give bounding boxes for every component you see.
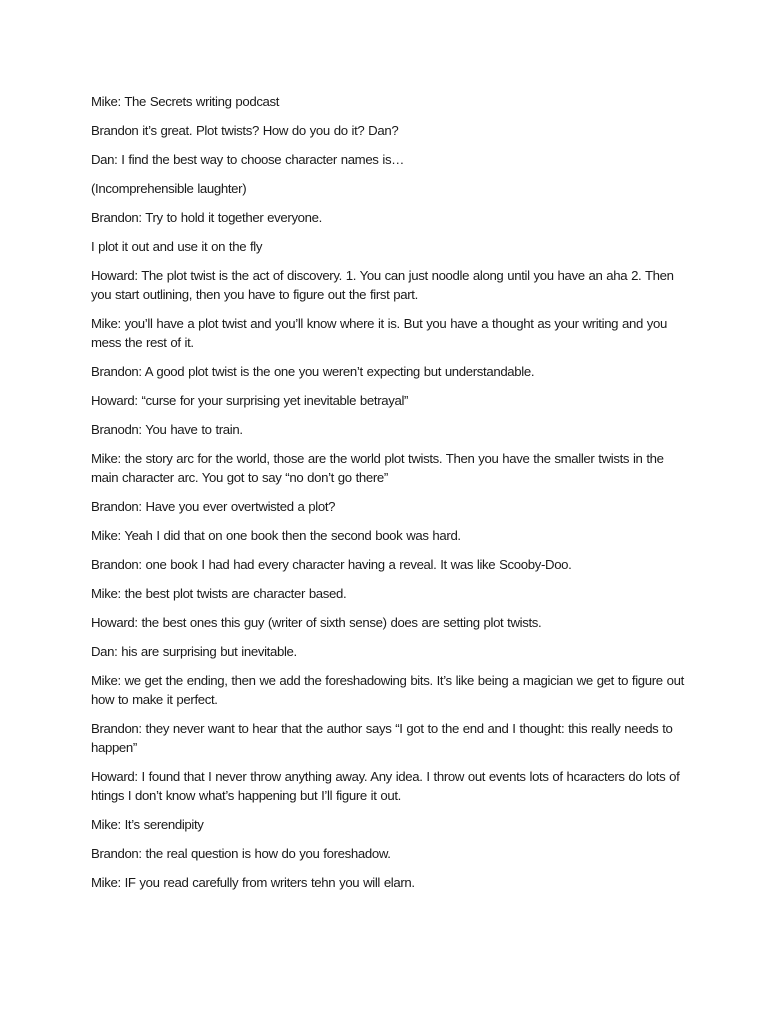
paragraph: Howard: “curse for your surprising yet inevitable betrayal” [91,393,409,408]
paragraph: Mike: The Secrets writing podcast [91,94,280,109]
paragraph: Brandon: the real question is how do you foreshadow. [91,846,391,861]
paragraph: Mike: we get the ending, then we add the foreshadowing bits. It’s like being a magician we get to figure out how to make it perfect. [91,673,684,707]
paragraph: Mike: It’s serendipity [91,817,204,832]
transcript-body [91,92,691,902]
paragraph: Brandon: they never want to hear that the author says “I got to the end and I thought: this really needs to happen” [91,721,673,755]
paragraph: (Incomprehensible laughter) [91,181,247,196]
paragraph: Howard: The plot twist is the act of discovery. 1. You can just noodle along until you have an aha 2. Then you start outlining, then you have to figure out the first part. [91,268,674,302]
paragraph: Mike: Yeah I did that on one book then the second book was hard. [91,528,461,543]
paragraph: Branodn: You have to train. [91,422,243,437]
paragraph: Brandon it’s great. Plot twists? How do you do it? Dan? [91,123,399,138]
paragraph: I plot it out and use it on the fly [91,239,263,254]
paragraph: Dan: I find the best way to choose character names is… [91,152,405,167]
paragraph: Brandon: one book I had had every character having a reveal. It was like Scooby-Doo. [91,557,572,572]
paragraph: Brandon: Have you ever overtwisted a plot? [91,499,336,514]
paragraph: Howard: the best ones this guy (writer of sixth sense) does are setting plot twists. [91,615,542,630]
paragraph: Brandon: A good plot twist is the one you weren’t expecting but understandable. [91,364,535,379]
paragraph: Mike: the story arc for the world, those are the world plot twists. Then you have the smaller twists in the main character arc. You got to say “no don’t go there” [91,451,664,485]
paragraph: Dan: his are surprising but inevitable. [91,644,297,659]
paragraph: Brandon: Try to hold it together everyone. [91,210,322,225]
paragraph: Howard: I found that I never throw anything away. Any idea. I throw out events lots of hcaracters do lots of htings I don’t know what’s happening but I’ll figure it out. [91,769,680,803]
paragraph: Mike: you’ll have a plot twist and you’ll know where it is. But you have a thought as your writing and you mess the rest of it. [91,316,667,350]
paragraph: Mike: the best plot twists are character based. [91,586,347,601]
paragraph: Mike: IF you read carefully from writers tehn you will elarn. [91,875,415,890]
